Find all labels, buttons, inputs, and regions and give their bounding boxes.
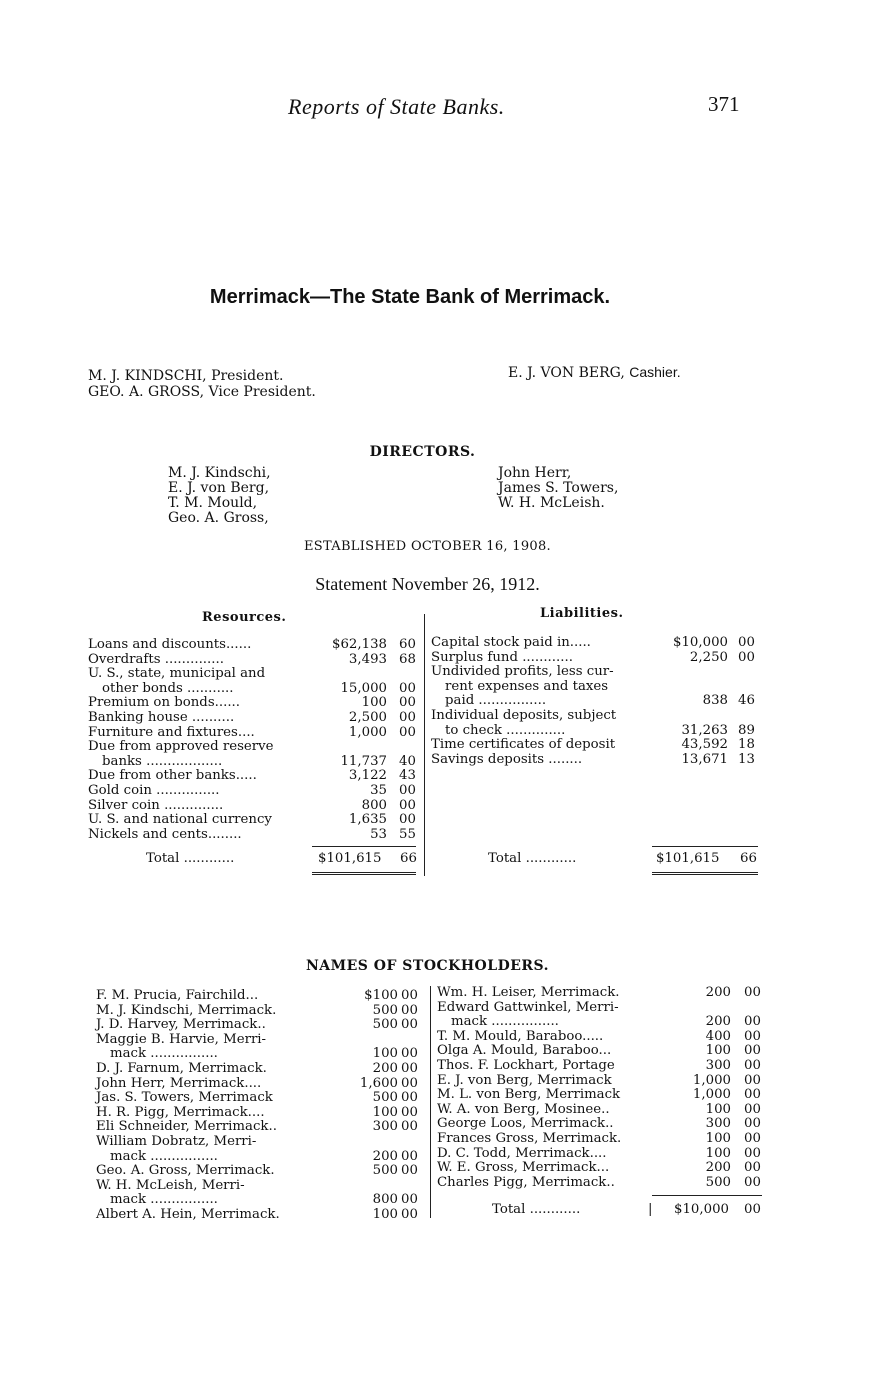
row-label: Due from approved reserve: [88, 739, 274, 755]
row-dollars: 200: [372, 1060, 398, 1076]
row-label: W. A. von Berg, Mosinee..: [437, 1101, 610, 1117]
row-dollars: 100: [705, 1043, 731, 1059]
ledger-row: [431, 753, 766, 768]
ledger-row: [437, 986, 767, 1001]
row-dollars: 200: [705, 985, 731, 1000]
row-label: Geo. A. Gross, Merrimack.: [96, 1163, 275, 1179]
row-label: Albert A. Hein, Merrimack.: [96, 1206, 280, 1222]
row-label: M. J. Kindschi, Merrimack.: [96, 1002, 277, 1018]
stockholders-total-bar: |: [648, 1202, 653, 1217]
row-label: other bonds ...........: [102, 680, 234, 696]
row-cents: 00: [401, 1002, 418, 1018]
row-cents: 00: [744, 1160, 761, 1176]
liabilities-ledger: [431, 636, 766, 767]
row-cents: 00: [744, 1072, 761, 1088]
stockholders-total-dollars: $10,000: [674, 1202, 729, 1217]
ledger-row: [437, 1176, 767, 1191]
resources-total-double-rule: [312, 872, 416, 875]
stockholders-title: NAMES OF STOCKHOLDERS.: [305, 958, 550, 974]
liabilities-total-cents: 66: [740, 851, 757, 866]
row-cents: 00: [401, 1075, 418, 1091]
row-label: Undivided profits, less cur-: [431, 664, 614, 680]
ledger-row: [96, 1033, 426, 1048]
row-label: H. R. Pigg, Merrimack....: [96, 1104, 265, 1120]
ledger-row: [88, 740, 423, 755]
ledger-row: [437, 1117, 767, 1132]
row-dollars: 100: [361, 695, 387, 711]
row-label: Maggie B. Harvie, Merri-: [96, 1031, 267, 1047]
row-dollars: 1,600: [359, 1075, 398, 1091]
row-cents: 46: [738, 693, 755, 709]
row-label: Banking house ..........: [88, 709, 235, 725]
ledger-row: [437, 1161, 767, 1176]
row-cents: 00: [401, 1163, 418, 1179]
row-cents: 18: [738, 737, 755, 753]
resources-ledger: [88, 638, 423, 842]
row-label: mack ................: [110, 1046, 218, 1062]
page-number: 371: [708, 92, 740, 116]
row-dollars: 1,000: [348, 724, 387, 740]
row-label: D. C. Todd, Merrimack....: [437, 1145, 607, 1161]
liabilities-total-double-rule: [652, 872, 758, 875]
row-label: W. E. Gross, Merrimack...: [437, 1160, 610, 1176]
stockholders-right: [437, 986, 767, 1190]
ledger-row: [88, 638, 423, 653]
row-cents: 00: [401, 1104, 418, 1120]
ledger-row: [88, 667, 423, 682]
row-dollars: 31,263: [681, 722, 728, 738]
ledger-row: [437, 1015, 767, 1030]
row-dollars: 100: [372, 1206, 398, 1222]
ledger-row: [96, 1150, 426, 1165]
row-dollars: 400: [705, 1028, 731, 1044]
ledger-row: [96, 1062, 426, 1077]
row-dollars: 100: [705, 1101, 731, 1117]
ledger-row: [437, 1088, 767, 1103]
ledger-row: [431, 724, 766, 739]
stockholders-total-rule: [652, 1195, 762, 1196]
ledger-row: [88, 813, 423, 828]
row-label: Frances Gross, Merrimack.: [437, 1130, 622, 1146]
row-dollars: 500: [372, 1002, 398, 1018]
row-label: Overdrafts ..............: [88, 651, 224, 667]
ledger-row: [96, 1004, 426, 1019]
ledger-row: [431, 651, 766, 666]
row-label: George Loos, Merrimack..: [437, 1116, 614, 1132]
row-dollars: $100: [364, 988, 398, 1003]
row-cents: 00: [744, 1087, 761, 1103]
row-cents: 89: [738, 722, 755, 738]
ledger-row: [437, 1030, 767, 1045]
row-cents: 00: [401, 1192, 418, 1208]
row-cents: 00: [738, 649, 755, 665]
row-dollars: 800: [372, 1192, 398, 1208]
ledger-row: [96, 989, 426, 1004]
ledger-row: [437, 1074, 767, 1089]
row-cents: 00: [744, 1174, 761, 1190]
resources-heading: Resources.: [202, 610, 287, 625]
row-cents: 00: [399, 724, 416, 740]
row-label: M. L. von Berg, Merrimack: [437, 1087, 621, 1103]
row-label: T. M. Mould, Baraboo.....: [437, 1028, 604, 1044]
balance-center-rule: [424, 614, 425, 876]
row-cents: 00: [744, 1116, 761, 1132]
row-cents: 00: [401, 1206, 418, 1222]
director: M. J. Kindschi,: [168, 465, 271, 481]
row-dollars: 500: [372, 1090, 398, 1106]
row-cents: 60: [399, 637, 416, 652]
director: E. J. von Berg,: [168, 480, 270, 496]
liabilities-total-rule: [652, 846, 758, 847]
row-label: E. J. von Berg, Merrimack: [437, 1072, 612, 1088]
resources-total-label: Total ............: [146, 851, 235, 866]
row-dollars: 500: [372, 1163, 398, 1179]
row-cents: 00: [399, 812, 416, 828]
liabilities-total-dollars: $101,615: [656, 851, 720, 866]
ledger-row: [88, 828, 423, 843]
row-dollars: 200: [705, 1014, 731, 1030]
row-dollars: 100: [705, 1130, 731, 1146]
ledger-row: [88, 755, 423, 770]
row-cents: 00: [401, 1148, 418, 1164]
row-dollars: 1,000: [692, 1072, 731, 1088]
stockholders-total-label: Total ............: [492, 1202, 581, 1217]
row-label: Individual deposits, subject: [431, 707, 617, 723]
row-cents: 00: [738, 635, 755, 650]
resources-total-cents: 66: [400, 851, 417, 866]
cashier-role: Cashier.: [629, 364, 681, 380]
ledger-row: [88, 799, 423, 814]
row-label: Eli Schneider, Merrimack..: [96, 1119, 277, 1135]
row-cents: 55: [399, 826, 416, 842]
row-dollars: 100: [372, 1104, 398, 1120]
directors-left: [168, 466, 271, 526]
row-label: Loans and discounts......: [88, 637, 252, 652]
ledger-row: [437, 1044, 767, 1059]
directors-title: DIRECTORS.: [369, 444, 476, 460]
director: T. M. Mould,: [168, 495, 258, 511]
ledger-row: [431, 738, 766, 753]
row-cents: 00: [399, 680, 416, 696]
row-cents: 00: [401, 1119, 418, 1135]
ledger-row: [431, 694, 766, 709]
cashier-name: E. J. VON BERG,: [508, 365, 625, 381]
row-dollars: 11,737: [340, 753, 387, 769]
stockholders-total-cents: 00: [744, 1202, 761, 1217]
ledger-row: [96, 1208, 426, 1223]
row-cents: 00: [399, 695, 416, 711]
row-dollars: 15,000: [340, 680, 387, 696]
row-dollars: $10,000: [673, 635, 728, 650]
officer-cashier: [508, 364, 681, 381]
row-cents: 00: [744, 1145, 761, 1161]
row-cents: 00: [744, 1043, 761, 1059]
row-label: W. H. McLeish, Merri-: [96, 1177, 245, 1193]
row-label: Surplus fund ............: [431, 649, 573, 665]
row-cents: 40: [399, 753, 416, 769]
ledger-row: [96, 1164, 426, 1179]
row-dollars: 1,635: [348, 812, 387, 828]
director: Geo. A. Gross,: [168, 510, 269, 526]
row-label: to check ..............: [445, 722, 566, 738]
ledger-row: [88, 696, 423, 711]
resources-total-dollars: $101,615: [318, 851, 382, 866]
ledger-row: [96, 1047, 426, 1062]
ledger-row: [431, 709, 766, 724]
row-dollars: 2,250: [689, 649, 728, 665]
liabilities-heading: Liabilities.: [540, 606, 624, 621]
ledger-row: [88, 784, 423, 799]
ledger-row: [96, 1120, 426, 1135]
row-label: William Dobratz, Merri-: [96, 1133, 257, 1149]
row-label: J. D. Harvey, Merrimack..: [96, 1017, 266, 1033]
row-label: U. S., state, municipal and: [88, 666, 266, 682]
row-label: Edward Gattwinkel, Merri-: [437, 999, 619, 1015]
ledger-row: [431, 636, 766, 651]
row-cents: 00: [401, 1060, 418, 1076]
row-cents: 00: [399, 797, 416, 813]
row-label: Gold coin ...............: [88, 782, 220, 798]
row-label: mack ................: [110, 1192, 218, 1208]
ledger-row: [437, 1001, 767, 1016]
row-dollars: 838: [702, 693, 728, 709]
ledger-row: [88, 682, 423, 697]
running-title: Reports of State Banks.: [288, 94, 505, 119]
row-dollars: 500: [372, 1017, 398, 1033]
ledger-row: [96, 1106, 426, 1121]
ledger-row: [437, 1059, 767, 1074]
row-label: U. S. and national currency: [88, 812, 272, 828]
row-label: Capital stock paid in.....: [431, 635, 591, 650]
row-label: F. M. Prucia, Fairchild...: [96, 988, 259, 1003]
row-cents: 00: [744, 1057, 761, 1073]
director: W. H. McLeish.: [498, 495, 605, 511]
row-cents: 00: [399, 782, 416, 798]
row-cents: 00: [744, 985, 761, 1000]
ledger-row: [96, 1091, 426, 1106]
row-label: banks ..................: [102, 753, 223, 769]
ledger-row: [431, 665, 766, 680]
row-dollars: 13,671: [681, 751, 728, 767]
row-dollars: 300: [705, 1116, 731, 1132]
row-label: Silver coin ..............: [88, 797, 224, 813]
row-label: Due from other banks.....: [88, 768, 257, 784]
row-dollars: 300: [372, 1119, 398, 1135]
row-dollars: 500: [705, 1174, 731, 1190]
row-label: mack ................: [110, 1148, 218, 1164]
row-dollars: 300: [705, 1057, 731, 1073]
row-label: Furniture and fixtures....: [88, 724, 255, 740]
row-label: Thos. F. Lockhart, Portage: [437, 1057, 615, 1073]
row-dollars: 100: [705, 1145, 731, 1161]
row-label: Premium on bonds......: [88, 695, 241, 711]
ledger-row: [88, 653, 423, 668]
row-cents: 00: [401, 988, 418, 1003]
statement-title: Statement November 26, 1912.: [315, 574, 540, 594]
row-label: Savings deposits ........: [431, 751, 583, 767]
row-cents: 00: [401, 1090, 418, 1106]
row-cents: 13: [738, 751, 755, 767]
row-dollars: 2,500: [348, 709, 387, 725]
ledger-row: [96, 1077, 426, 1092]
row-cents: 00: [401, 1046, 418, 1062]
row-label: Olga A. Mould, Baraboo...: [437, 1043, 612, 1059]
row-cents: 68: [399, 651, 416, 667]
ledger-row: [88, 769, 423, 784]
row-label: John Herr, Merrimack....: [96, 1075, 262, 1091]
director: James S. Towers,: [498, 480, 619, 496]
row-cents: 00: [744, 1130, 761, 1146]
ledger-row: [437, 1132, 767, 1147]
ledger-row: [96, 1135, 426, 1150]
row-label: Time certificates of deposit: [431, 737, 616, 753]
row-label: Jas. S. Towers, Merrimack: [96, 1090, 273, 1106]
row-dollars: 200: [705, 1160, 731, 1176]
row-label: Wm. H. Leiser, Merrimack.: [437, 985, 620, 1000]
row-dollars: 3,122: [348, 768, 387, 784]
ledger-row: [96, 1018, 426, 1033]
resources-total-rule: [312, 846, 416, 847]
row-dollars: 3,493: [348, 651, 387, 667]
stockholders-center-rule: [430, 986, 431, 1218]
officer-president: M. J. KINDSCHI, President.: [88, 368, 284, 384]
row-dollars: 53: [370, 826, 387, 842]
row-cents: 00: [401, 1017, 418, 1033]
stockholders-left: [96, 989, 426, 1223]
row-label: D. J. Farnum, Merrimack.: [96, 1060, 267, 1076]
row-cents: 43: [399, 768, 416, 784]
established-date: ESTABLISHED OCTOBER 16, 1908.: [304, 539, 551, 554]
row-cents: 00: [399, 709, 416, 725]
director: John Herr,: [498, 465, 572, 481]
row-cents: 00: [744, 1101, 761, 1117]
ledger-row: [431, 680, 766, 695]
row-label: Nickels and cents........: [88, 826, 242, 842]
row-dollars: $62,138: [332, 637, 387, 652]
ledger-row: [96, 1179, 426, 1194]
row-dollars: 35: [370, 782, 387, 798]
row-label: rent expenses and taxes: [445, 678, 609, 694]
ledger-row: [96, 1193, 426, 1208]
row-dollars: 800: [361, 797, 387, 813]
row-cents: 00: [744, 1014, 761, 1030]
ledger-row: [437, 1147, 767, 1162]
row-dollars: 100: [372, 1046, 398, 1062]
liabilities-total-label: Total ............: [488, 851, 577, 866]
row-dollars: 43,592: [681, 737, 728, 753]
ledger-row: [88, 711, 423, 726]
row-label: Charles Pigg, Merrimack..: [437, 1174, 615, 1190]
row-label: paid ................: [445, 693, 547, 709]
directors-right: [498, 466, 618, 511]
ledger-row: [88, 726, 423, 741]
officer-vice-president: GEO. A. GROSS, Vice President.: [88, 384, 316, 400]
bank-title: Merrimack—The State Bank of Merrimack.: [209, 286, 611, 308]
ledger-row: [437, 1103, 767, 1118]
row-dollars: 1,000: [692, 1087, 731, 1103]
row-label: mack ................: [451, 1014, 559, 1030]
row-dollars: 200: [372, 1148, 398, 1164]
row-cents: 00: [744, 1028, 761, 1044]
